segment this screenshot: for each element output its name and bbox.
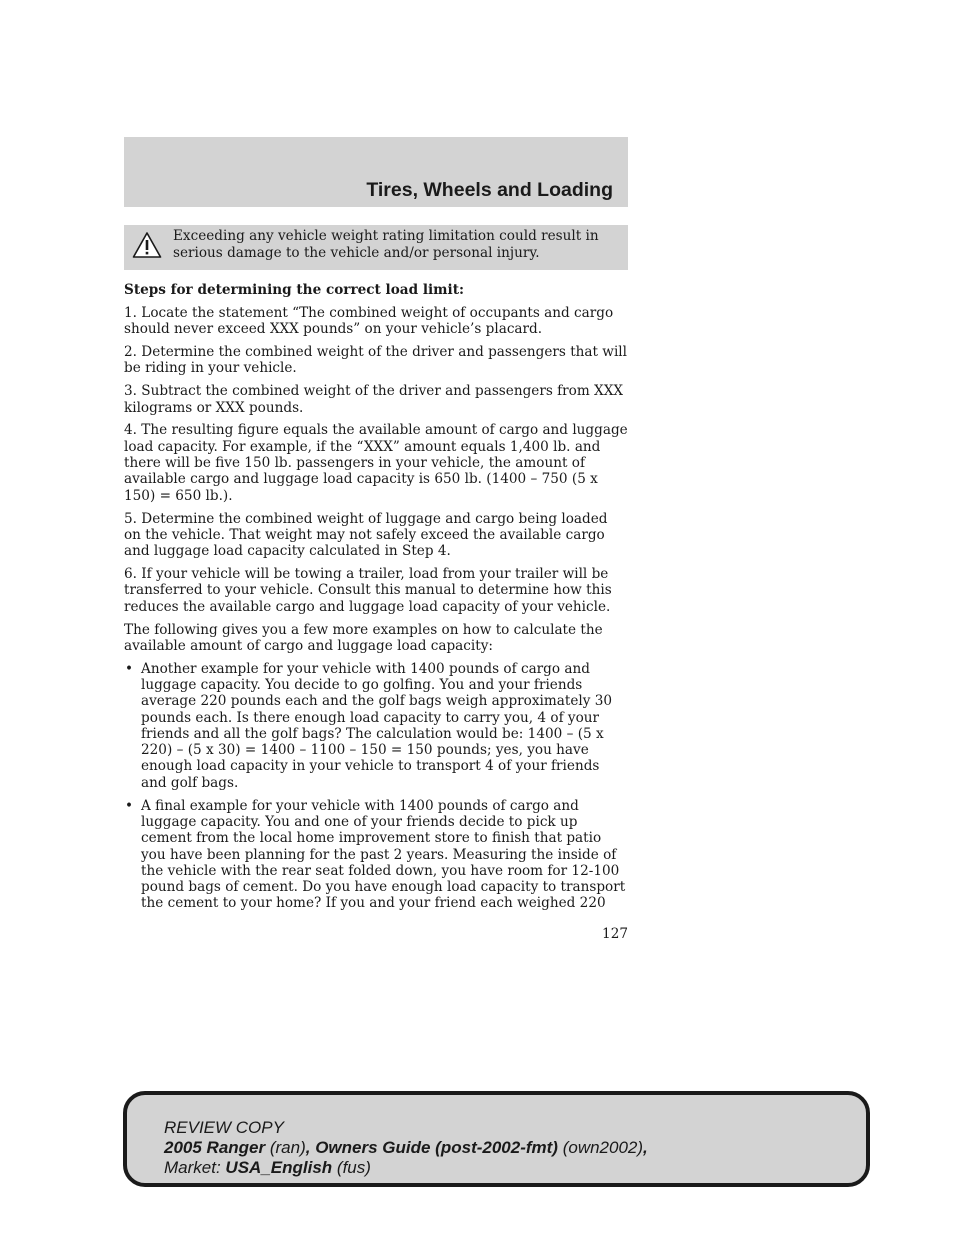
warning-text: Exceeding any vehicle weight rating limitation could result in serious damage to the vehicle and/or personal injury. [173, 228, 599, 261]
warning-box [124, 225, 628, 270]
footer-text [164, 1118, 648, 1178]
bullet-icon: • [125, 797, 134, 814]
market-name: USA_English [225, 1158, 333, 1177]
load-limit-heading: Steps for determining the correct load limit: [124, 282, 465, 298]
warning-triangle-icon [132, 231, 162, 259]
guide-code: (own2002) [562, 1138, 644, 1157]
step-paragraph: 1. Locate the statement “The combined weight of occupants and cargo should never exceed XXX pounds” on your vehicle’s placard. [124, 304, 614, 338]
model-name: 2005 Ranger [164, 1138, 266, 1157]
list-item-text: Another example for your vehicle with 1400 pounds of cargo and luggage capacity. You decide to go golfing. You and your friends average 220 pounds each and the golf bags weigh approximately 30 pounds each. Is there enough load capacity to carry you, 4 of your friends and all the golf bags? The calculation would be: 1400 – (5 x 220) – (5 x 30) = 1400 – 1100 – 150 = 150 pounds; yes, you have enough load capacity in your vehicle to transport 4 of your friends and golf bags. [141, 660, 613, 791]
step-paragraph: 2. Determine the combined weight of the driver and passengers that will be riding in your vehicle. [124, 344, 627, 377]
review-footer [123, 1091, 870, 1187]
page-content [124, 282, 628, 918]
list-item [124, 661, 628, 791]
step-paragraph: 6. If your vehicle will be towing a trailer, load from your trailer will be transferred to your vehicle. Consult this manual to determine how this reduces the available cargo and luggage load capacity of your vehicle. [124, 566, 612, 615]
guide-name: , Owners Guide (post-2002-fmt) [305, 1138, 558, 1157]
review-copy-label: REVIEW COPY [164, 1118, 284, 1137]
step-paragraph: 4. The resulting figure equals the available amount of cargo and luggage load capacity. For example, if the “XXX” amount equals 1,400 lb. and there will be five 150 lb. passengers in your vehicle, the amount of available cargo and luggage load capacity is 650 lb. (1400 – 750 (5 x 150) = 650 lb.). [124, 422, 628, 504]
document-id-line [164, 1138, 648, 1158]
market-label: Market: [164, 1158, 221, 1177]
list-item [124, 798, 628, 912]
step-paragraph: 3. Subtract the combined weight of the driver and passengers from XXX kilograms or XXX pounds. [124, 383, 624, 416]
bullet-icon: • [125, 660, 134, 677]
line-comma: , [643, 1138, 648, 1157]
section-header-band [124, 137, 628, 207]
examples-intro: The following gives you a few more examples on how to calculate the available amount of cargo and luggage load capacity: [124, 621, 603, 654]
step-paragraph: 5. Determine the combined weight of luggage and cargo being loaded on the vehicle. That weight may not safely exceed the available cargo and luggage load capacity calculated in Step 4. [124, 510, 608, 560]
section-title: Tires, Wheels and Loading [366, 179, 613, 201]
model-code: (ran) [269, 1138, 306, 1157]
market-code: (fus) [336, 1158, 371, 1177]
market-line [164, 1158, 648, 1178]
list-item-text: A final example for your vehicle with 1400 pounds of cargo and luggage capacity. You and one of your friends decide to pick up cement from the local home improvement store to finish that patio you have been planning for the past 2 years. Measuring the inside of the vehicle with the rear seat folded down, you have room for 12-100 pound bags of cement. Do you have enough load capacity to transport the cement to your home? If you and your friend each weighed 220 [141, 797, 626, 912]
page-number: 127 [602, 926, 628, 942]
example-list [124, 661, 628, 912]
